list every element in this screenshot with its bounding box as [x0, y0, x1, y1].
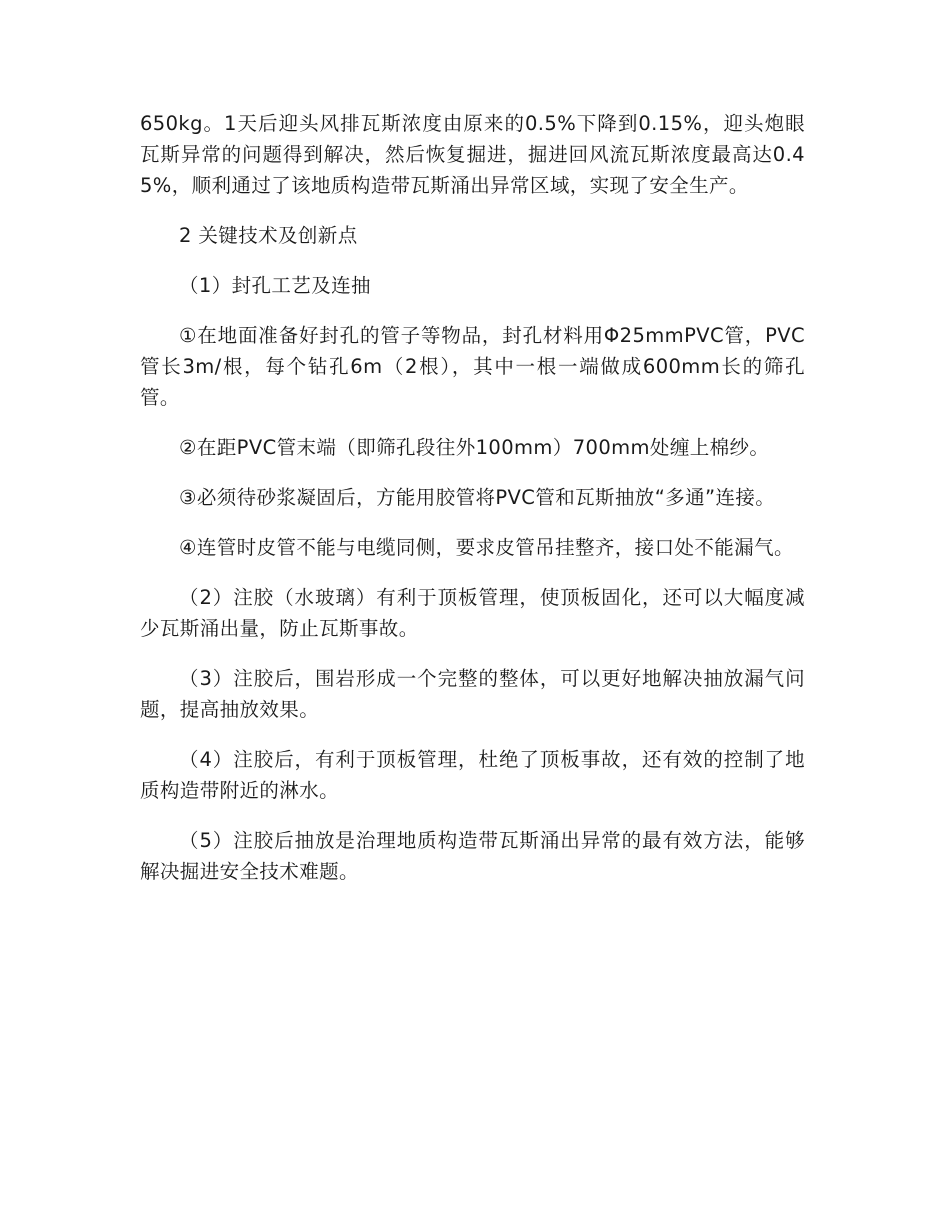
list-item: ③必须待砂浆凝固后，方能用胶管将PVC管和瓦斯抽放“多通”连接。 [179, 486, 776, 509]
section-heading: 2 关键技术及创新点 [179, 224, 358, 247]
document-body [140, 108, 805, 906]
paragraph: （2）注胶（水玻璃）有利于顶板管理，使顶板固化，还可以大幅度减少瓦斯涌出量，防止瓦斯事故。 [140, 586, 805, 640]
paragraph: （4）注胶后，有利于顶板管理，杜绝了顶板事故，还有效的控制了地质构造带附近的淋水。 [140, 748, 805, 802]
subsection-heading: （1）封孔工艺及连抽 [179, 274, 371, 297]
list-item: ④连管时皮管不能与电缆同侧，要求皮管吊挂整齐，接口处不能漏气。 [179, 536, 794, 559]
list-item: ②在距PVC管末端（即筛孔段往外100mm）700mm处缠上棉纱。 [179, 436, 770, 459]
paragraph: （5）注胶后抽放是治理地质构造带瓦斯涌出异常的最有效方法，能够解决掘进安全技术难题。 [140, 829, 805, 883]
paragraph: （3）注胶后，围岩形成一个完整的整体，可以更好地解决抽放漏气问题，提高抽放效果。 [140, 667, 805, 721]
list-item: ①在地面准备好封孔的管子等物品，封孔材料用Φ25mmPVC管，PVC管长3m/根，每个钻孔6m（2根），其中一根一端做成600mm长的筛孔管。 [140, 324, 805, 409]
paragraph-continuation: 650kg。1天后迎头风排瓦斯浓度由原来的0.5%下降到0.15%，迎头炮眼瓦斯异常的问题得到解决，然后恢复掘进，掘进回风流瓦斯浓度最高达0.45%，顺利通过了该地质构造带瓦斯涌出异常区域，实现了安全生产。 [140, 112, 805, 197]
